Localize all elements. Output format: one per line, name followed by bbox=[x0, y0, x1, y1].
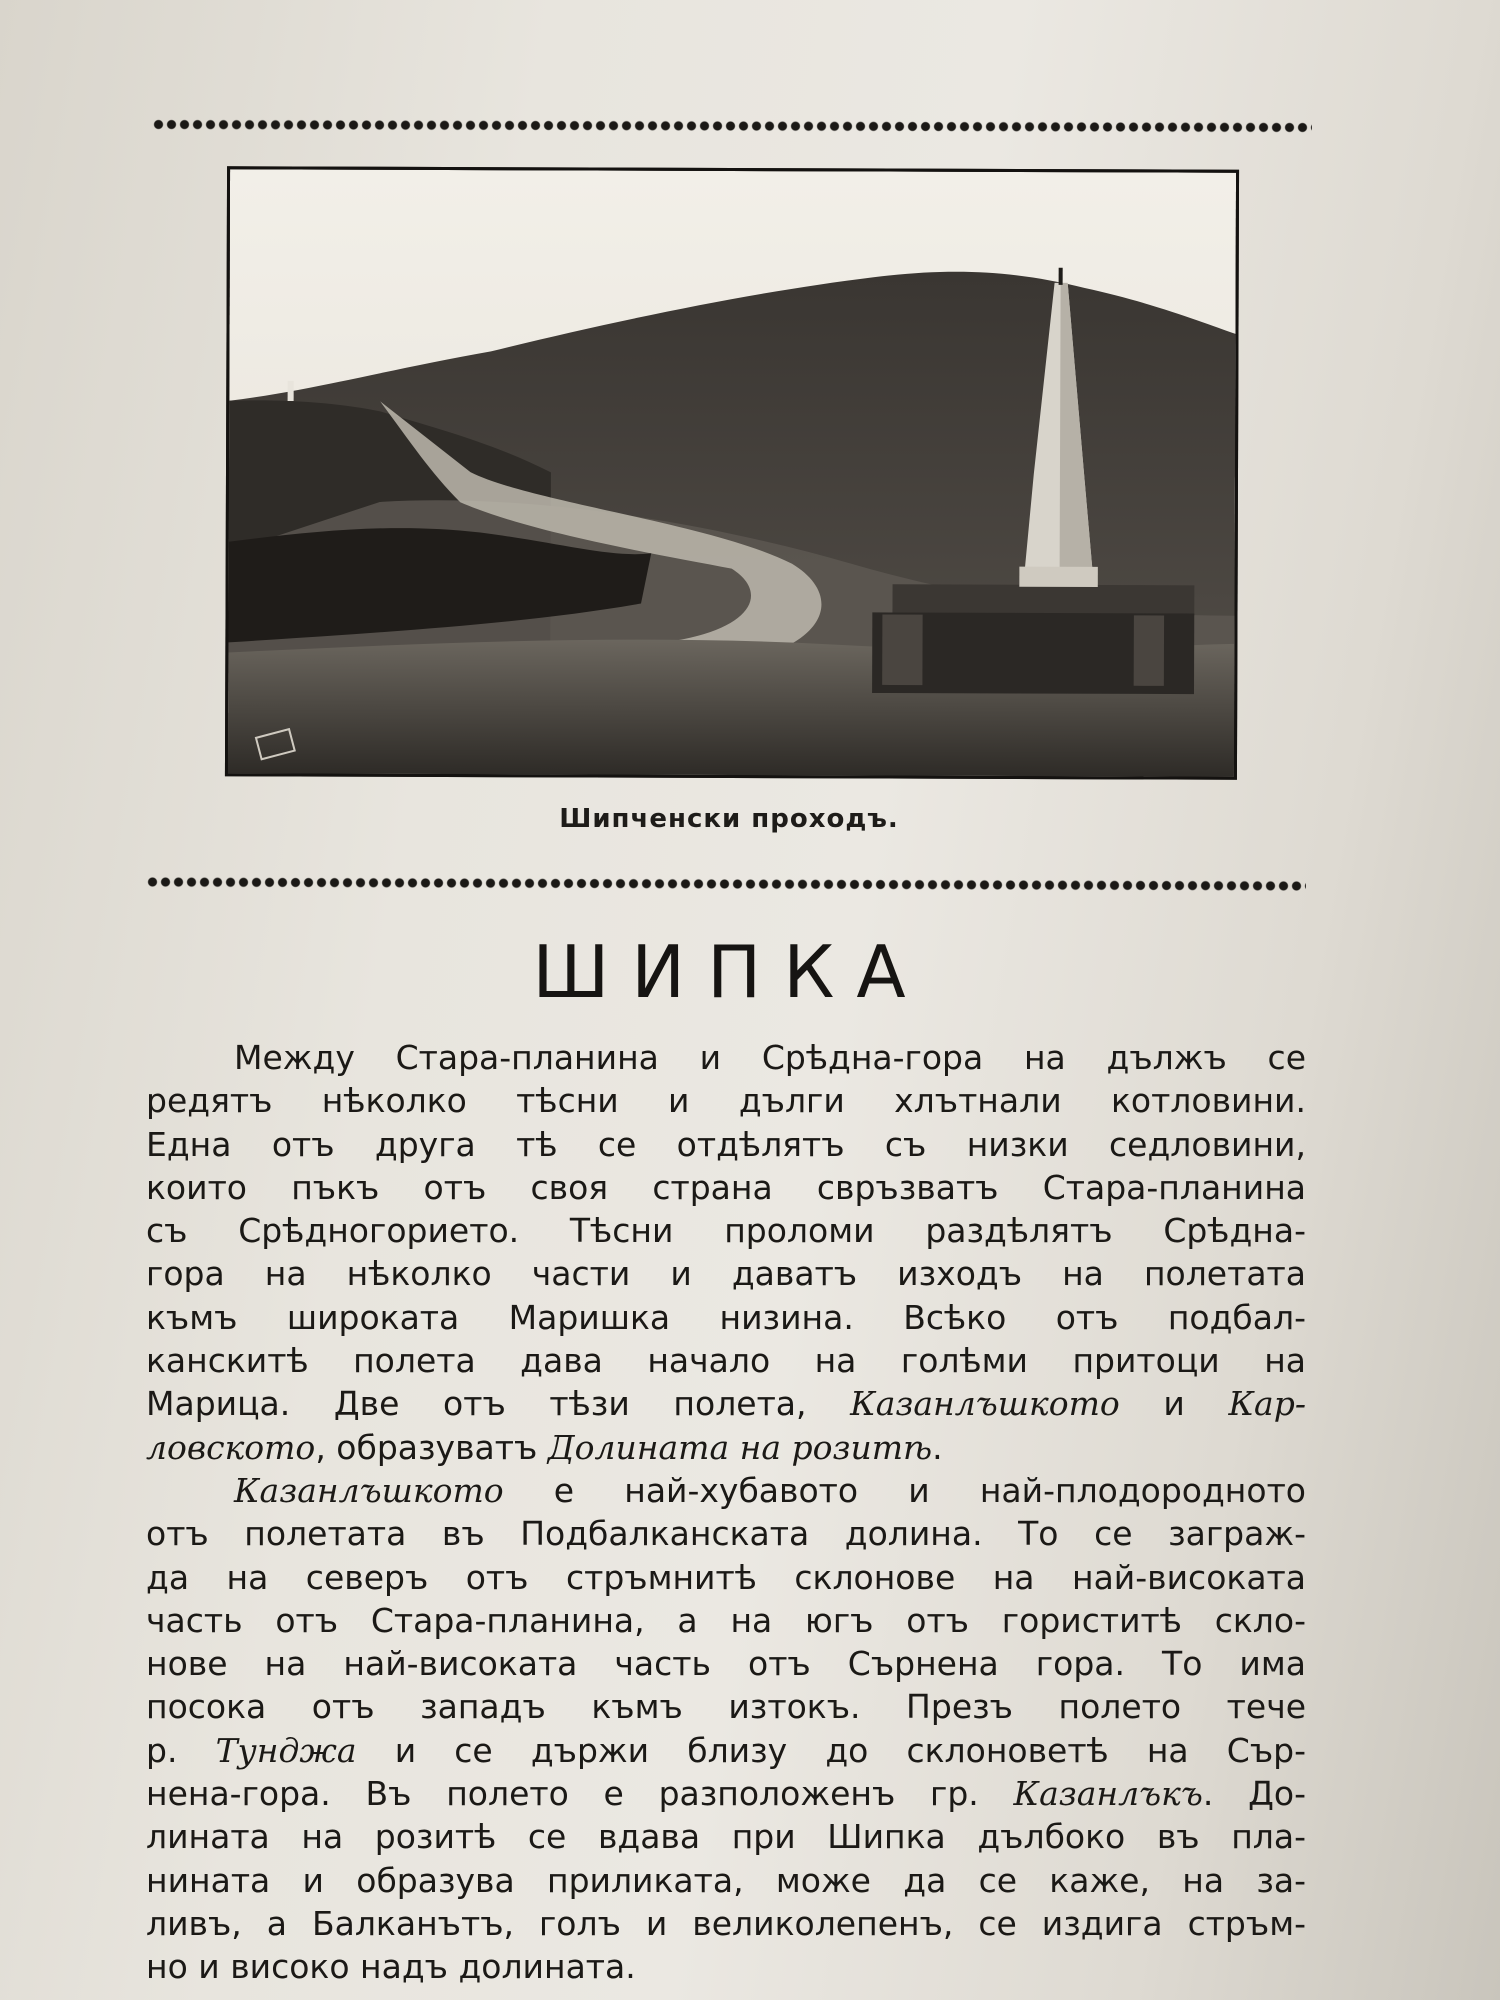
text-line: но и високо надъ долината. bbox=[146, 1947, 636, 1987]
text-line: р. Тунджа и се държи близу до склоноветѣ на Сър- bbox=[146, 1730, 1306, 1770]
text-line: Между Стара-планина и Срѣдна-гора на дължъ се bbox=[234, 1038, 1306, 1077]
article-body bbox=[146, 1036, 1306, 1989]
text-line: къмъ широката Маришка низина. Всѣко отъ подбал- bbox=[146, 1297, 1306, 1337]
text-line: канскитѣ полета дава начало на голѣми притоци на bbox=[146, 1341, 1306, 1381]
text-line: Една отъ друга тѣ се отдѣлятъ съ низки седловини, bbox=[146, 1124, 1306, 1164]
text-line: гора на нѣколко части и даватъ изходъ на полетата bbox=[146, 1254, 1306, 1294]
text-line: нове на най-високата часть отъ Сърнена гора. То има bbox=[146, 1644, 1306, 1684]
text-line: Марица. Две отъ тѣзи полета, Казанлъшкото и Кар- bbox=[146, 1384, 1306, 1424]
text-line: които пъкъ отъ своя страна свръзватъ Стара-планина bbox=[146, 1167, 1306, 1207]
photo-caption: Шипченски проходъ. bbox=[559, 804, 899, 834]
shipka-pass-photo bbox=[225, 166, 1239, 780]
landscape-illustration bbox=[228, 169, 1236, 777]
text-line: ливъ, а Балканътъ, голъ и великолепенъ, се издига стръм- bbox=[146, 1903, 1306, 1943]
text-line: посока отъ западъ къмъ изтокъ. Презъ полето тече bbox=[146, 1687, 1306, 1727]
article-title: ШИПКА bbox=[532, 930, 928, 1014]
text-line: нена-гора. Въ полето е разположенъ гр. Казанлъкъ. До- bbox=[146, 1774, 1306, 1814]
text-line: ловското, образуватъ Долината на розитѣ. bbox=[146, 1427, 943, 1467]
top-ornament-border bbox=[152, 116, 1312, 135]
middle-ornament-border bbox=[146, 874, 1306, 894]
text-line: редятъ нѣколко тѣсни и дълги хлътнали котловини. bbox=[146, 1081, 1306, 1121]
text-line: нината и образува приликата, може да се каже, на за- bbox=[146, 1860, 1306, 1900]
text-line: съ Срѣдногорието. Тѣсни проломи раздѣлятъ Срѣдна- bbox=[146, 1211, 1306, 1251]
text-line: Казанлъшкото е най-хубавото и най-плодородното bbox=[234, 1470, 1306, 1510]
text-line: часть отъ Стара-планина, а на югъ отъ гориститѣ скло- bbox=[146, 1600, 1306, 1640]
text-line: отъ полетата въ Подбалканската долина. То се заграж- bbox=[146, 1514, 1306, 1554]
text-line: лината на розитѣ се вдава при Шипка дълбоко въ пла- bbox=[146, 1817, 1306, 1857]
text-line: да на северъ отъ стръмнитѣ склонове на най-високата bbox=[146, 1557, 1306, 1597]
